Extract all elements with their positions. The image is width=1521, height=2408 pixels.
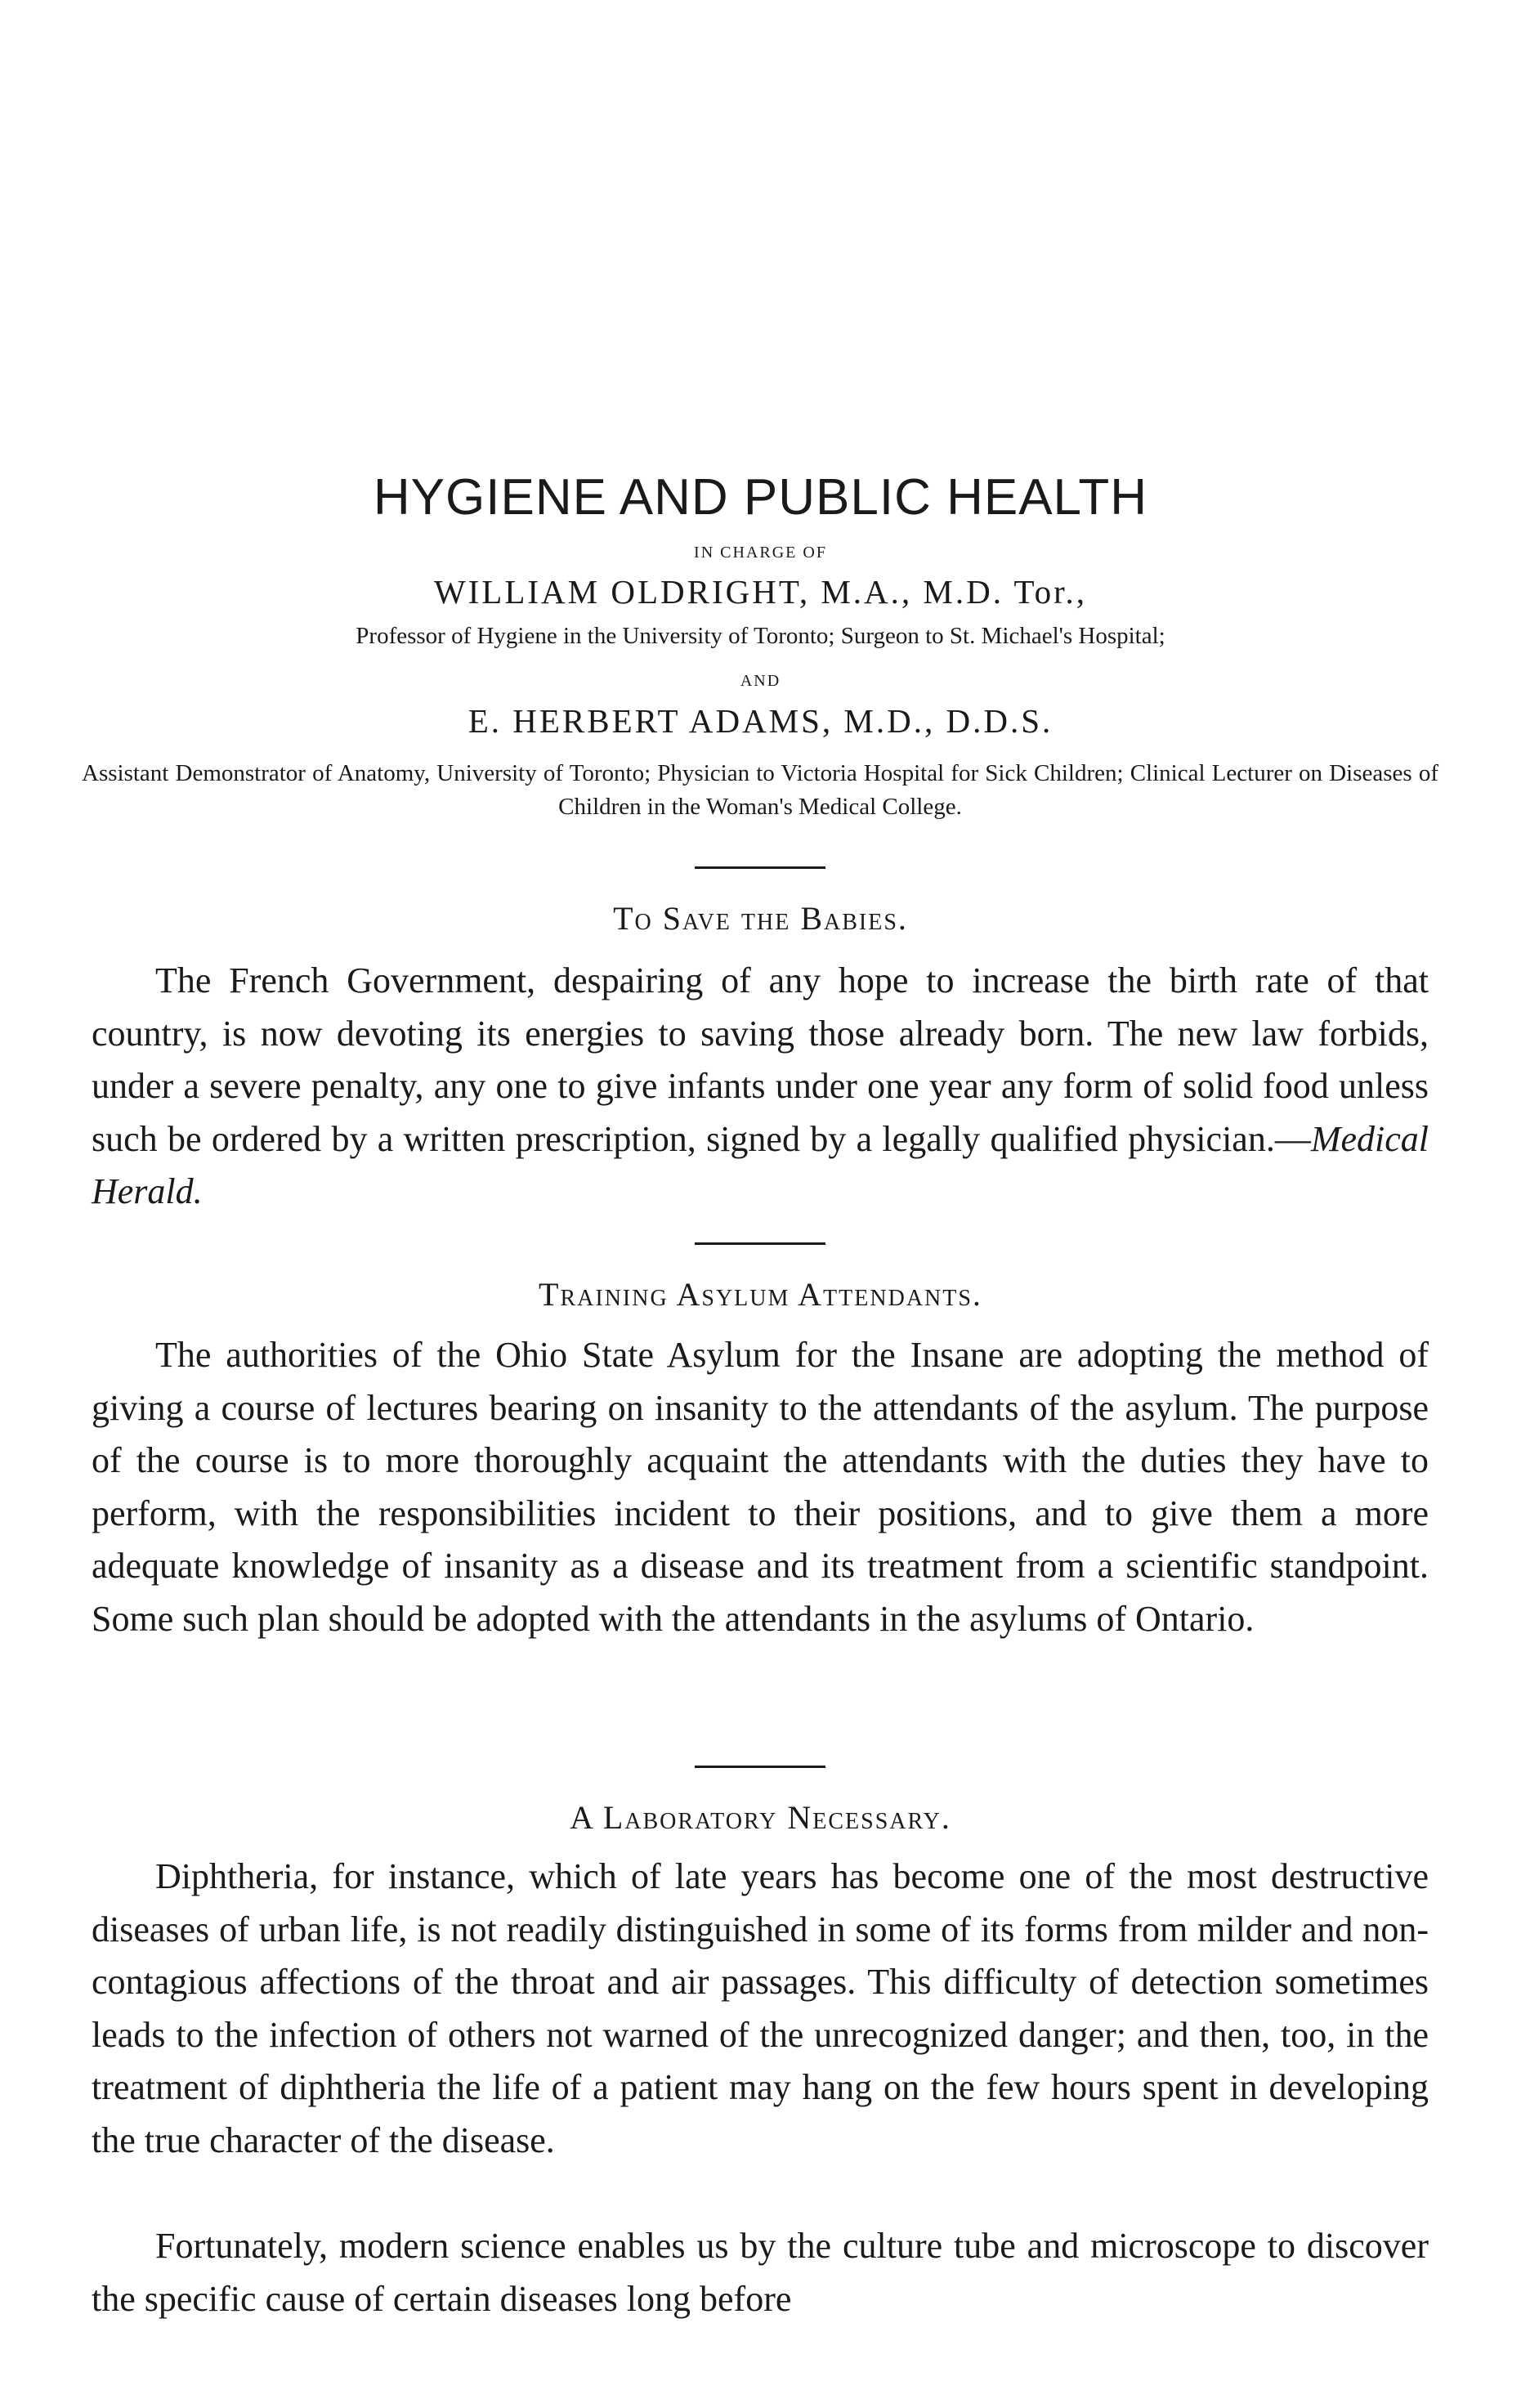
citation: Medical Herald. bbox=[92, 1118, 1429, 1211]
section-divider bbox=[695, 866, 825, 869]
page-title: HYGIENE AND PUBLIC HEALTH bbox=[373, 469, 1148, 526]
author-name-1: WILLIAM OLDRIGHT, M.A., M.D. Tor., bbox=[433, 573, 1088, 611]
article-paragraph bbox=[92, 1329, 1429, 1645]
paragraph-text: Diphtheria, for instance, which of late years has become one of the most destructive diseases of urban life, is not readily distinguished in some of its forms from milder and non-contagious affections of the throat and air passages. This difficulty of detection sometimes leads to the infection of others not warned of the unrecognized danger; and then, too, in the treatment of diphtheria the life of a patient may hang on the few hours spent in developing the true character of the disease. bbox=[92, 1856, 1429, 2160]
paragraph-text: The French Government, despairing of any hope to increase the birth rate of that country, is now devoting its energies to saving those already born. The new law forbids, under a severe penalty, any one to give infants under one year any form of solid food unless such be ordered by a written prescription, signed by a legally qualified physician.— bbox=[92, 960, 1429, 1159]
author-affiliation-1: Professor of Hygiene in the University of Toronto; Surgeon to St. Michael's Hospital; bbox=[356, 623, 1165, 649]
author-name-2: E. HERBERT ADAMS, M.D., D.D.S. bbox=[467, 702, 1054, 740]
author-affiliation-2: Assistant Demonstrator of Anatomy, University of Toronto; Physician to Victoria Hospital for Sick Children; Clinical Lecturer on Diseases of Children in the Woman's Medical College. bbox=[82, 760, 1438, 820]
section-heading: Training Asylum Attendants. bbox=[539, 1276, 982, 1313]
paragraph-text: The authorities of the Ohio State Asylum for the Insane are adopting the method of giving a course of lectures bearing on insanity to the attendants of the asylum. The purpose of the course is to more thoroughly acquaint the attendants with the duties they have to perform, with the responsibilities incident to their positions, and to give them a more adequate knowledge of insanity as a disease and its treatment from a scientific standpoint. Some such plan should be adopted with the attendants in the asylums of Ontario. bbox=[92, 1335, 1429, 1639]
article-paragraph bbox=[92, 2220, 1429, 2325]
section-heading: A Laboratory Necessary. bbox=[570, 1799, 951, 1836]
paragraph-text: Fortunately, modern science enables us by the culture tube and microscope to discover the specific cause of certain diseases long before bbox=[92, 2226, 1429, 2319]
article-paragraph bbox=[92, 1851, 1429, 2167]
article-paragraph bbox=[92, 955, 1429, 1219]
section-divider bbox=[695, 1766, 825, 1768]
section-divider bbox=[695, 1242, 825, 1245]
section-heading: To Save the Babies. bbox=[613, 900, 908, 937]
and-label: AND bbox=[740, 672, 781, 690]
in-charge-label: IN CHARGE OF bbox=[694, 544, 827, 562]
